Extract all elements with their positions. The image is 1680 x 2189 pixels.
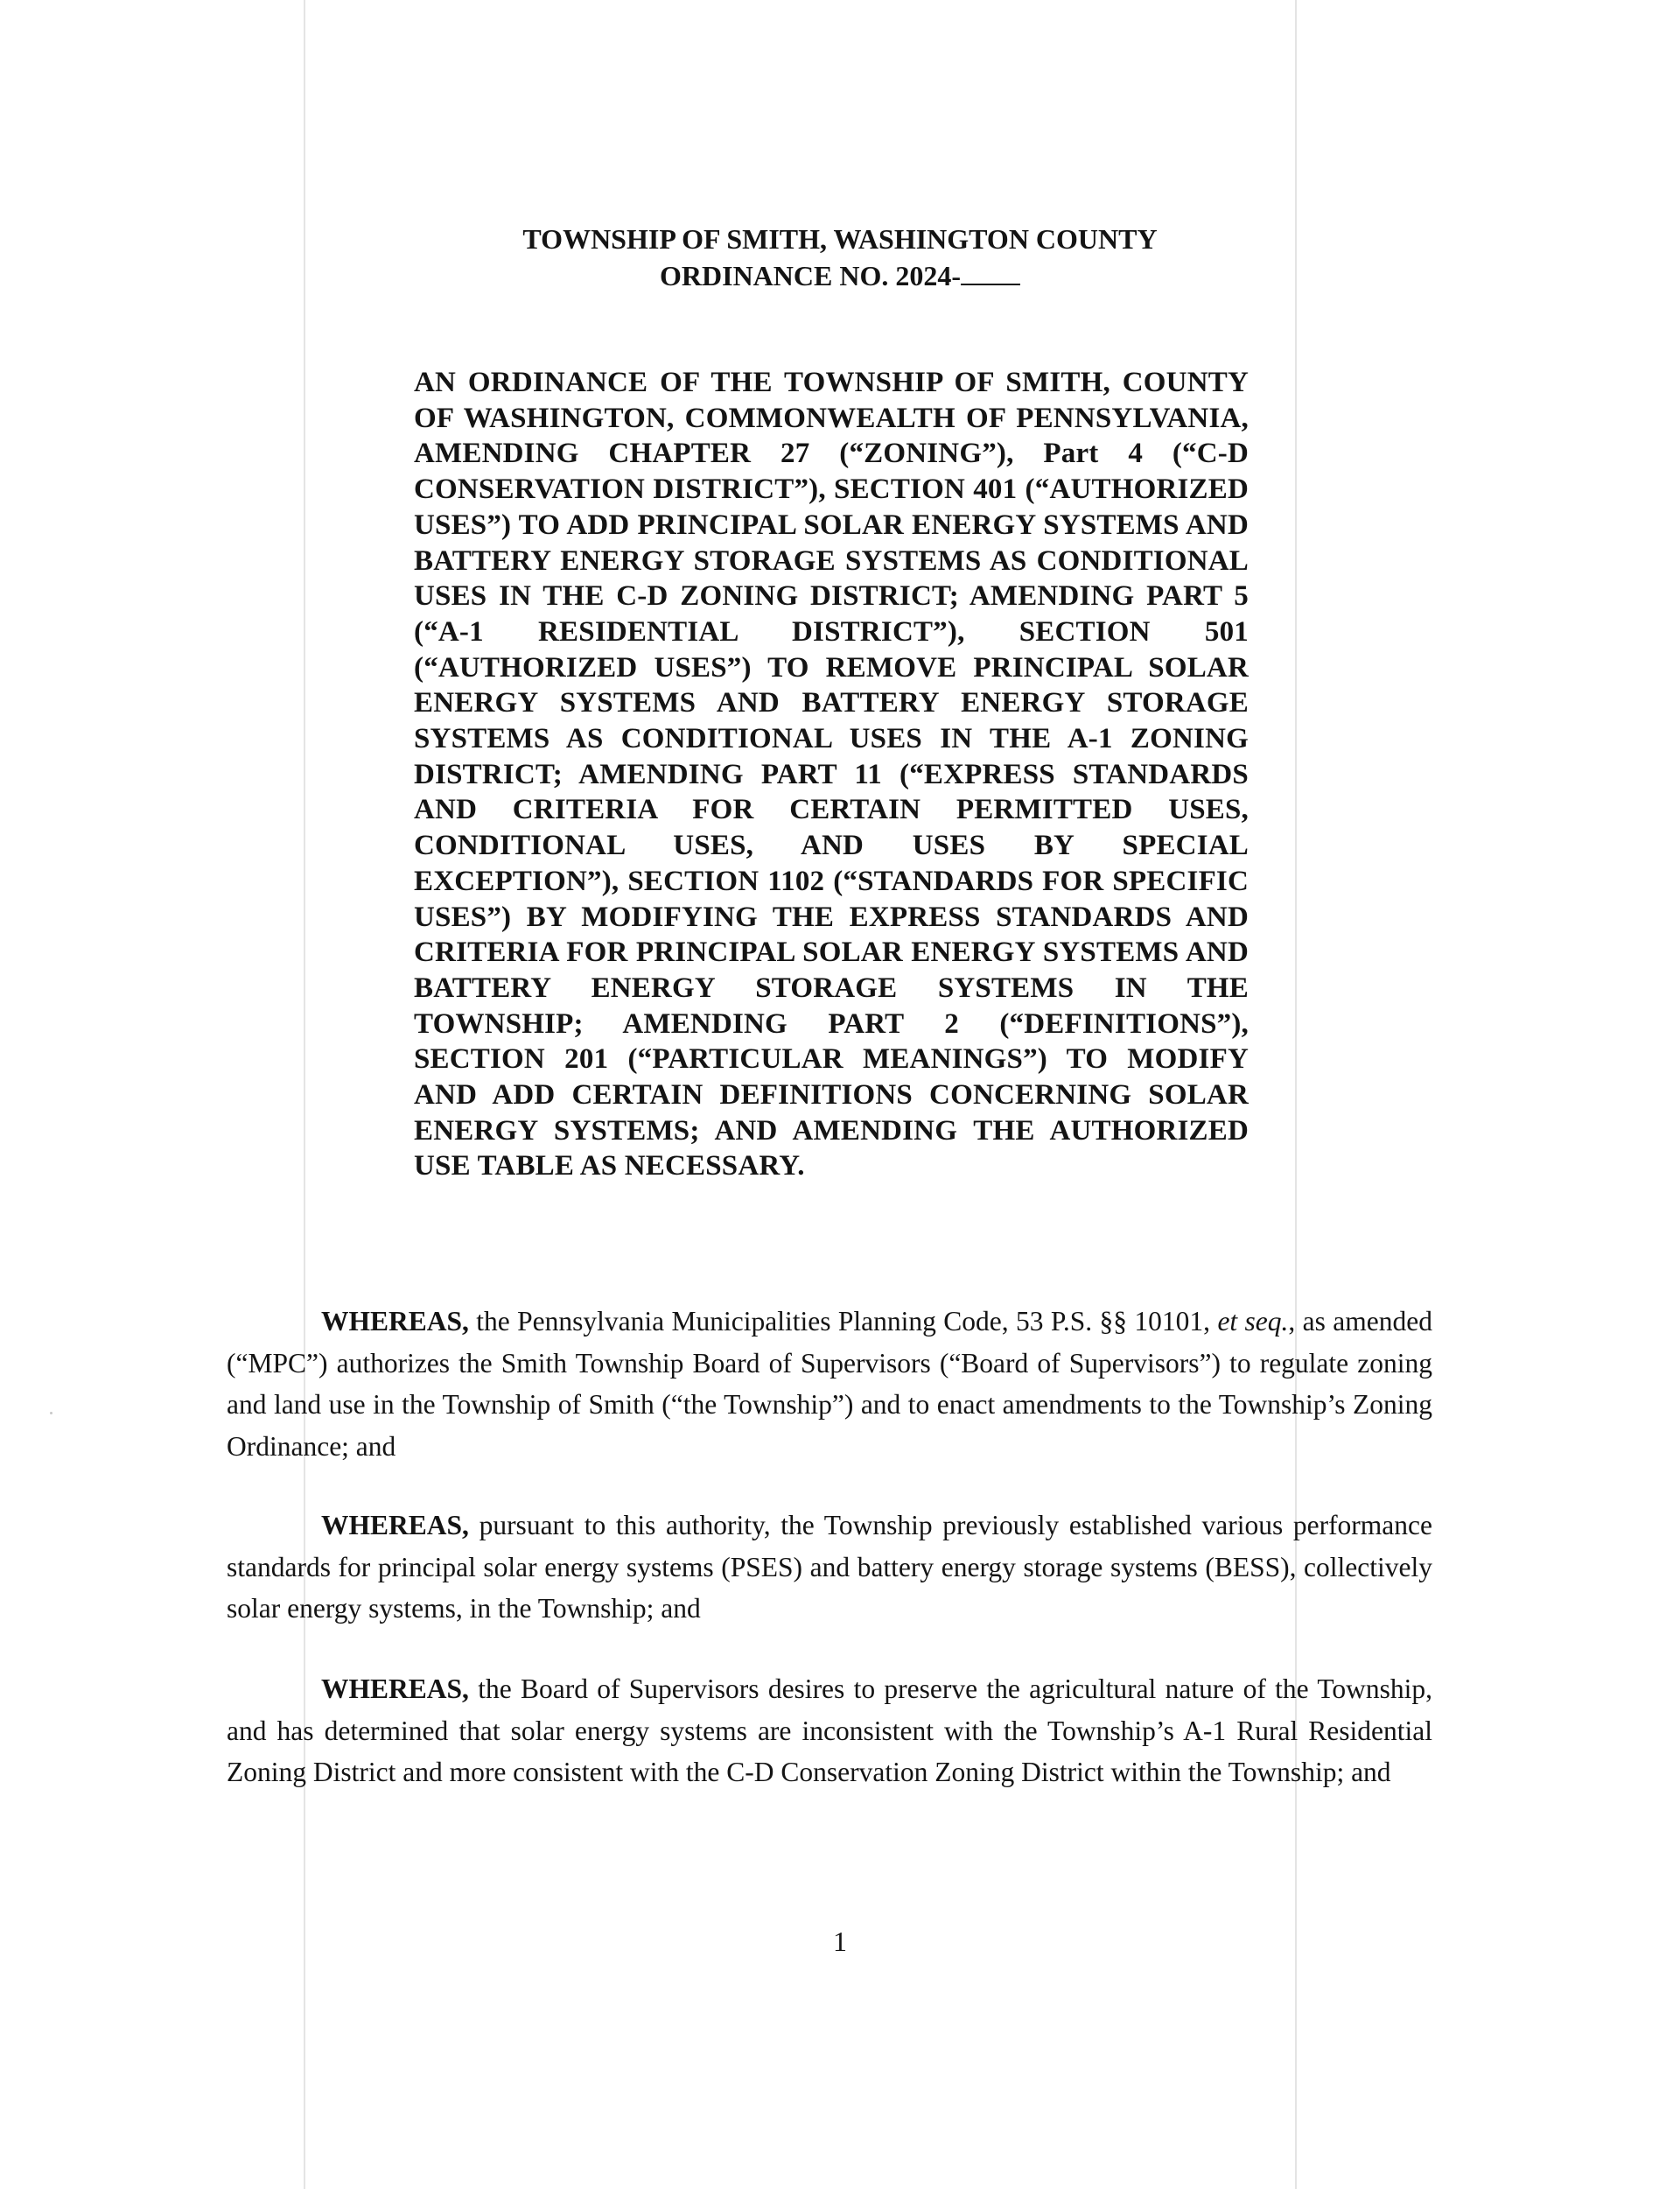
scan-artifact-line xyxy=(304,0,305,2189)
scan-artifact-dot xyxy=(50,1412,52,1414)
header-ordinance-line xyxy=(0,257,1680,294)
whereas-label: WHEREAS, xyxy=(321,1510,469,1540)
ordinance-title: AN ORDINANCE OF THE TOWNSHIP OF SMITH, COUNTY OF WASHINGTON, COMMONWEALTH OF PENNSYLVANIA, AMENDING CHAPTER 27 (“ZONING”), Part 4 (“C-D CONSERVATION DISTRICT”), SECTION 401 (“AUTHORIZED USES”) TO ADD PRINCIPAL SOLAR ENERGY SYSTEMS AND BATTERY ENERGY STORAGE SYSTEMS AS CONDITIONAL USES IN THE C-D ZONING DISTRICT; AMENDING PART 5 (“A-1 RESIDENTIAL DISTRICT”), SECTION 501 (“AUTHORIZED USES”) TO REMOVE PRINCIPAL SOLAR ENERGY SYSTEMS AND BATTERY ENERGY STORAGE SYSTEMS AS CONDITIONAL USES IN THE A-1 ZONING DISTRICT; AMENDING PART 11 (“EXPRESS STANDARDS AND CRITERIA FOR CERTAIN PERMITTED USES, CONDITIONAL USES, AND USES BY SPECIAL EXCEPTION”), SECTION 1102 (“STANDARDS FOR SPECIFIC USES”) BY MODIFYING THE EXPRESS STANDARDS AND CRITERIA FOR PRINCIPAL SOLAR ENERGY SYSTEMS AND BATTERY ENERGY STORAGE SYSTEMS IN THE TOWNSHIP; AMENDING PART 2 (“DEFINITIONS”), SECTION 201 (“PARTICULAR MEANINGS”) TO MODIFY AND ADD CERTAIN DEFINITIONS CONCERNING SOLAR ENERGY SYSTEMS; AND AMENDING THE AUTHORIZED USE TABLE AS NECESSARY. xyxy=(414,367,1249,1182)
scan-artifact-line xyxy=(1295,0,1297,2189)
whereas-label: WHEREAS, xyxy=(321,1306,469,1337)
header-township-line: TOWNSHIP OF SMITH, WASHINGTON COUNTY xyxy=(522,223,1158,255)
whereas-paragraph-3 xyxy=(227,1668,1432,1793)
paragraph-text: pursuant to this authority, the Township previously established various performance standards for principal solar energy systems (PSES) and battery energy storage systems (BESS), collectively solar energy systems, in the Township; and xyxy=(227,1510,1432,1624)
paragraph-text: the Board of Supervisors desires to preserve the agricultural nature of the Township, and has determined that solar energy systems are inconsistent with the Township’s A-1 Rural Residential Zoning District and more consistent with the C-D Conservation Zoning District within the Township; and xyxy=(227,1673,1432,1787)
document-header xyxy=(0,221,1680,294)
paragraph-text: the Pennsylvania Municipalities Planning Code, 53 P.S. §§ 10101, xyxy=(468,1306,1218,1337)
whereas-paragraph-2 xyxy=(227,1505,1432,1630)
ordinance-number-blank xyxy=(961,259,1020,285)
paragraph-text: , as amended (“MPC”) authorizes the Smith Township Board of Supervisors (“Board of Supervisors”) to regulate zoning and land use in the Township of Smith (“the Township”) and to enact amendments to the Township’s Zoning Ordinance; and xyxy=(227,1306,1432,1462)
whereas-paragraph-1 xyxy=(227,1301,1432,1467)
whereas-label: WHEREAS, xyxy=(321,1673,469,1704)
ordinance-number: ORDINANCE NO. 2024- xyxy=(660,260,961,291)
paragraph-italic-text: et seq. xyxy=(1217,1306,1289,1337)
page-number: 1 xyxy=(833,1926,847,1957)
